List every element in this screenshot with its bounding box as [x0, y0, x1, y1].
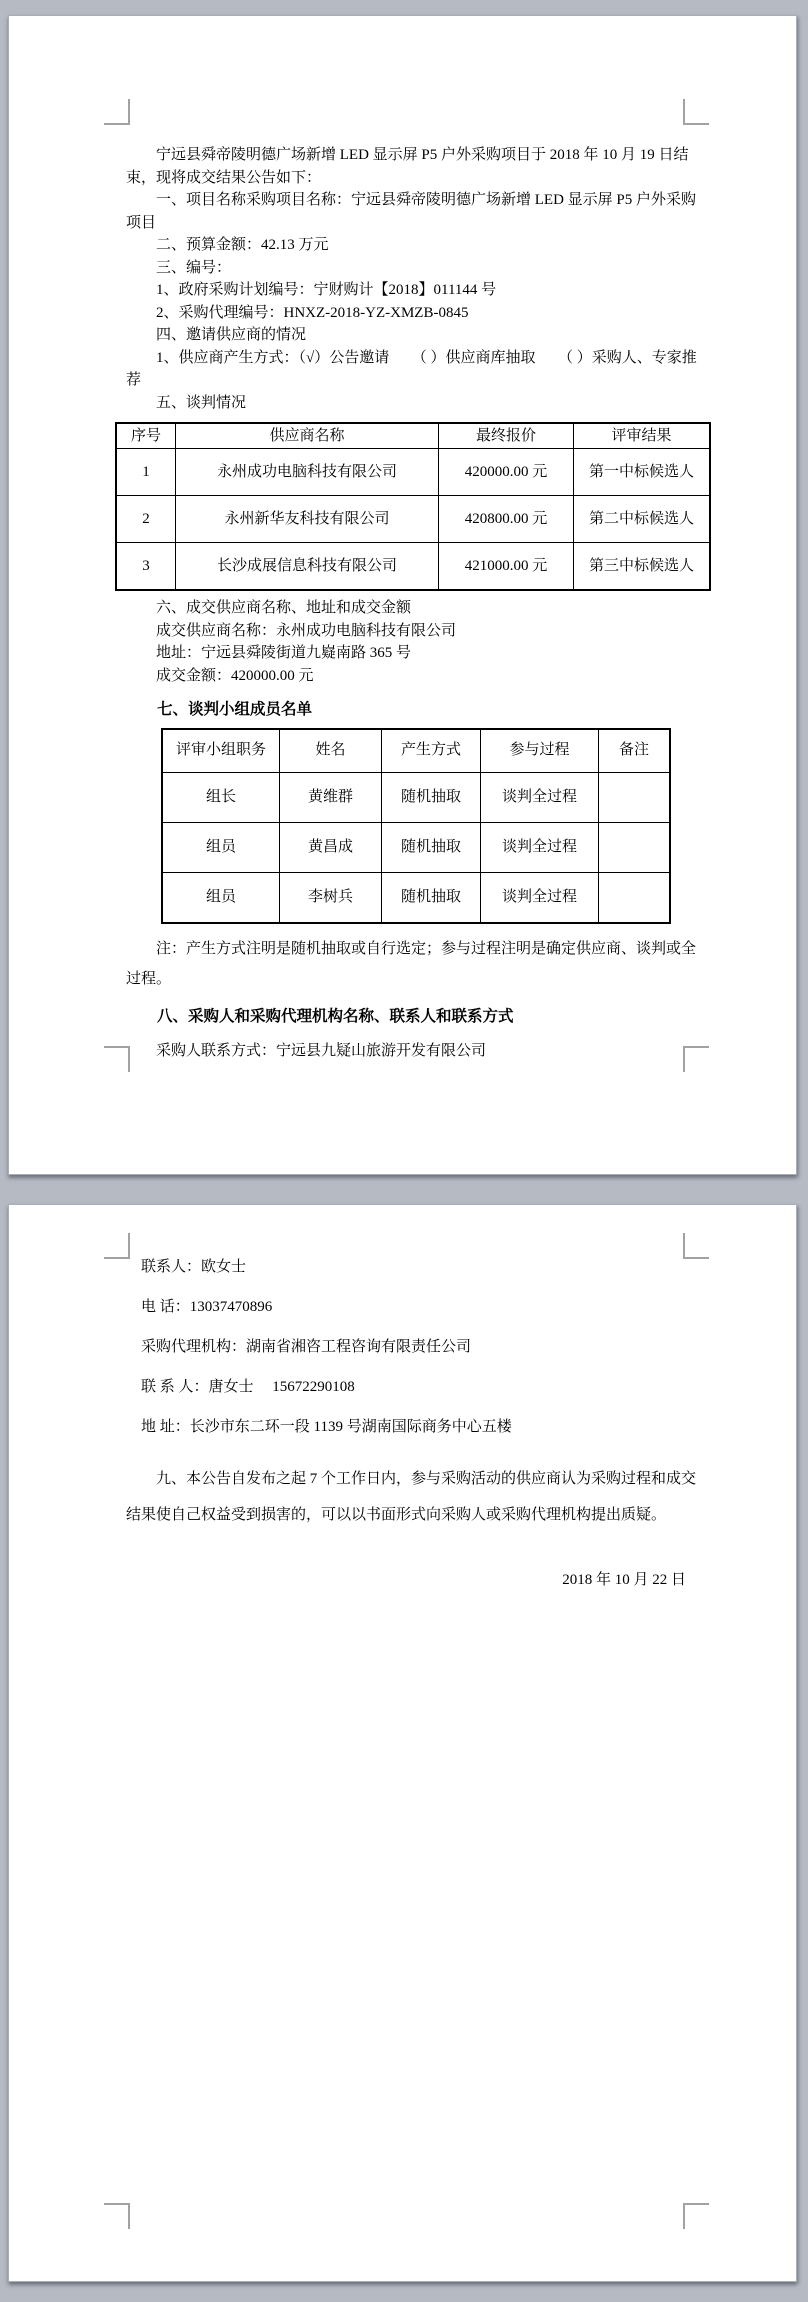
negotiation-panel-table: [161, 728, 671, 924]
margin-mark-bottom-right-icon: [683, 2203, 709, 2229]
margin-mark-bottom-right-icon: [683, 1046, 709, 1072]
cell-name: 黄昌成: [280, 822, 382, 872]
col-header-name: 姓名: [280, 729, 382, 773]
note-paragraph: 注：产生方式注明是随机抽取或自行选定；参与过程注明是确定供应商、谈判或全过程。: [126, 940, 697, 987]
cell-method: 随机抽取: [382, 772, 481, 822]
table-row: [116, 496, 710, 543]
cell-process: 谈判全过程: [481, 772, 599, 822]
cell-role: 组长: [162, 772, 280, 822]
margin-mark-top-right-icon: [683, 1233, 709, 1259]
contact-person: 联系人：欧女士: [141, 1259, 247, 1275]
cell-name: 黄维群: [280, 772, 382, 822]
page-1[interactable]: [8, 15, 797, 1175]
table-row: [162, 872, 670, 923]
section-6-heading: 六、成交供应商名称、地址和成交金额: [156, 600, 412, 616]
cell-price: 420800.00 元: [439, 496, 574, 543]
margin-mark-top-left-icon: [104, 1233, 130, 1259]
section-3-agency-number: 2、采购代理编号：HNXZ-2018-YZ-XMZB-0845: [156, 304, 469, 321]
page-1-content: [9, 16, 796, 1063]
cell-remark: [599, 772, 671, 822]
cell-result: 第二中标候选人: [574, 496, 711, 543]
col-header-review-result: 评审结果: [574, 423, 711, 449]
margin-mark-top-right-icon: [683, 99, 709, 125]
section-2-budget: 二、预算金额：42.13 万元: [156, 237, 329, 253]
section-6-winner-name: 成交供应商名称：永州成功电脑科技有限公司: [156, 622, 457, 639]
agency-contact-person: 联 系 人：唐女士 15672290108: [141, 1379, 355, 1395]
agency-address: 地 址：长沙市东二环一段 1139 号湖南国际商务中心五楼: [141, 1419, 512, 1435]
section-5-negotiation: 五、谈判情况: [156, 394, 247, 411]
page-2-content: [9, 1205, 796, 1592]
cell-seq: 1: [116, 449, 176, 496]
margin-mark-bottom-left-icon: [104, 2203, 130, 2229]
negotiation-result-table: [115, 422, 711, 591]
page-2[interactable]: [8, 1204, 797, 2282]
cell-role: 组员: [162, 872, 280, 923]
section-1-project-name: 一、项目名称采购项目名称：宁远县舜帝陵明德广场新增 LED 显示屏 P5 户外采购项目: [126, 192, 697, 231]
table-row: [116, 543, 710, 591]
agency-name: 采购代理机构：湖南省湘咨工程咨询有限责任公司: [141, 1339, 472, 1355]
col-header-seq: 序号: [116, 423, 176, 449]
cell-result: 第一中标候选人: [574, 449, 711, 496]
cell-seq: 3: [116, 543, 176, 591]
col-header-supplier: 供应商名称: [176, 423, 439, 449]
cell-supplier: 永州成功电脑科技有限公司: [176, 449, 439, 496]
table-header-row: [162, 729, 670, 773]
table-row: [162, 772, 670, 822]
table-header-row: [116, 423, 710, 449]
contact-phone: 电 话：13037470896: [141, 1299, 273, 1315]
section-7-heading: 七、谈判小组成员名单: [157, 701, 313, 718]
section-6-winner-address: 地址：宁远县舜陵街道九嶷南路 365 号: [156, 645, 412, 661]
table-row: [116, 449, 710, 496]
cell-price: 420000.00 元: [439, 449, 574, 496]
col-header-role: 评审小组职务: [162, 729, 280, 773]
intro-paragraph: 宁远县舜帝陵明德广场新增 LED 显示屏 P5 户外采购项目于 2018 年 10 月 19 日结束，现将成交结果公告如下：: [126, 147, 689, 186]
margin-mark-top-left-icon: [104, 99, 130, 125]
announcement-date: 2018 年 10 月 22 日: [562, 1572, 686, 1588]
col-header-final-price: 最终报价: [439, 423, 574, 449]
cell-name: 李树兵: [280, 872, 382, 923]
cell-supplier: 长沙成展信息科技有限公司: [176, 543, 439, 591]
cell-price: 421000.00 元: [439, 543, 574, 591]
section-3-numbers: 三、编号：: [156, 259, 232, 276]
section-4-supplier-method: 1、供应商产生方式：（√）公告邀请 （ ）供应商库抽取 （ ）采购人、专家推荐: [126, 349, 697, 388]
col-header-process: 参与过程: [481, 729, 599, 773]
cell-role: 组员: [162, 822, 280, 872]
cell-process: 谈判全过程: [481, 822, 599, 872]
section-8-heading: 八、采购人和采购代理机构名称、联系人和联系方式: [157, 1007, 514, 1025]
cell-method: 随机抽取: [382, 872, 481, 923]
cell-remark: [599, 872, 671, 923]
cell-method: 随机抽取: [382, 822, 481, 872]
section-3-plan-number: 1、政府采购计划编号：宁财购计【2018】011144 号: [156, 282, 497, 298]
col-header-method: 产生方式: [382, 729, 481, 773]
section-4-invitation: 四、邀请供应商的情况: [156, 327, 307, 343]
cell-result: 第三中标候选人: [574, 543, 711, 591]
margin-mark-bottom-left-icon: [104, 1046, 130, 1072]
col-header-remark: 备注: [599, 729, 671, 773]
cell-process: 谈判全过程: [481, 872, 599, 923]
section-6-deal-amount: 成交金额：420000.00 元: [156, 667, 314, 684]
purchaser-contact: 采购人联系方式：宁远县九疑山旅游开发有限公司: [156, 1043, 487, 1059]
section-9-objection-paragraph: 九、本公告自发布之起 7 个工作日内，参与采购活动的供应商认为采购过程和成交结果使自己权益受到损害的，可以以书面形式向采购人或采购代理机构提出质疑。: [126, 1471, 697, 1523]
cell-seq: 2: [116, 496, 176, 543]
cell-supplier: 永州新华友科技有限公司: [176, 496, 439, 543]
table-row: [162, 822, 670, 872]
cell-remark: [599, 822, 671, 872]
